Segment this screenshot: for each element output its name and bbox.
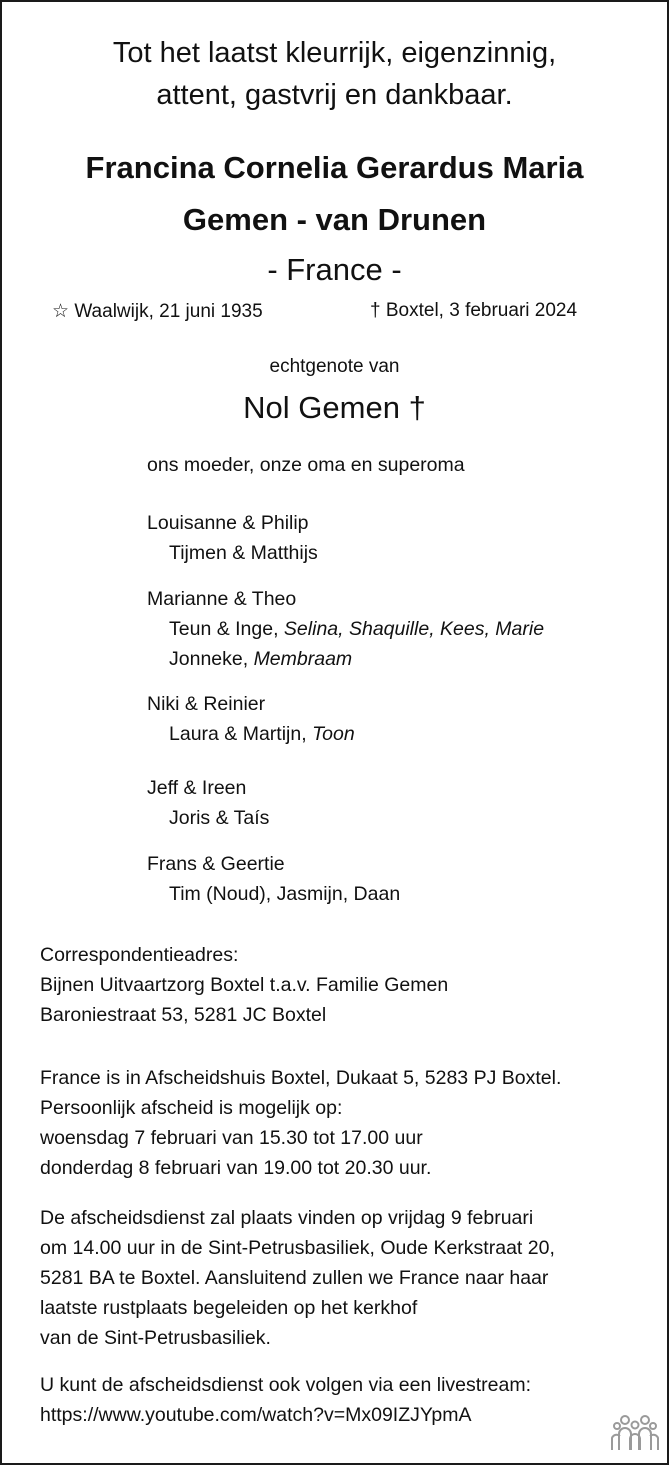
farewell-line-3: donderdag 8 februari van 19.00 tot 20.30 uur.	[40, 1157, 432, 1179]
livestream-line: U kunt de afscheidsdienst ook volgen via een livestream:	[40, 1374, 532, 1396]
birth-text: Waalwijk, 21 juni 1935	[74, 301, 263, 322]
farewell-location: France is in Afscheidshuis Boxtel, Dukaat 5, 5283 PJ Boxtel.	[40, 1067, 562, 1089]
correspondence-label: Correspondentieadres:	[40, 944, 239, 966]
family-children: Jonneke, Membraam	[169, 648, 353, 670]
birth-info	[52, 300, 263, 323]
family-parents: Jeff & Ireen	[147, 777, 247, 799]
livestream-url-link[interactable]: https://www.youtube.com/watch?v=Mx09IZJYpmA	[40, 1404, 472, 1426]
farewell-line-1: Persoonlijk afscheid is mogelijk op:	[40, 1097, 343, 1119]
spouse-name: Nol Gemen †	[243, 390, 426, 425]
farewell-info	[40, 1063, 561, 1183]
family-group	[147, 584, 544, 674]
family-parents: Frans & Geertie	[147, 853, 285, 875]
star-icon: ☆	[52, 301, 70, 322]
spouse-prefix: echtgenote van	[269, 356, 400, 377]
family-group	[147, 849, 400, 909]
family-children: Tijmen & Matthijs	[169, 542, 318, 564]
correspondence-line-2: Baroniestraat 53, 5281 JC Boxtel	[40, 1004, 327, 1026]
family-group	[147, 689, 355, 749]
service-line-2: om 14.00 uur in de Sint-Petrusbasiliek, Oude Kerkstraat 20,	[40, 1237, 555, 1259]
cross-icon: †	[370, 300, 381, 321]
family-parents: Louisanne & Philip	[147, 512, 309, 534]
family-children: Tim (Noud), Jasmijn, Daan	[169, 883, 401, 905]
motto-line-2: attent, gastvrij en dankbaar.	[156, 79, 513, 111]
family-parents: Marianne & Theo	[147, 588, 297, 610]
motto-line-1: Tot het laatst kleurrijk, eigenzinnig,	[112, 37, 557, 69]
deceased-name-line-1: Francina Cornelia Gerardus Maria	[85, 150, 584, 185]
service-line-4: laatste rustplaats begeleiden op het kerkhof	[40, 1297, 418, 1319]
service-line-5: van de Sint-Petrusbasiliek.	[40, 1327, 271, 1349]
deceased-name	[2, 142, 667, 246]
correspondence-line-1: Bijnen Uitvaartzorg Boxtel t.a.v. Familie Gemen	[40, 974, 449, 996]
death-info	[370, 300, 577, 322]
service-info	[40, 1203, 555, 1353]
deceased-nickname: - France -	[267, 252, 402, 287]
livestream-info	[40, 1370, 531, 1430]
service-line-1: De afscheidsdienst zal plaats vinden op vrijdag 9 februari	[40, 1207, 534, 1229]
death-text: Boxtel, 3 februari 2024	[385, 300, 578, 321]
family-children: Teun & Inge, Selina, Shaquille, Kees, Marie	[169, 618, 545, 640]
family-group	[147, 773, 269, 833]
correspondence-address	[40, 940, 448, 1030]
family-children: Joris & Taís	[169, 807, 270, 829]
family-parents: Niki & Reinier	[147, 693, 266, 715]
family-children: Laura & Martijn, Toon	[169, 723, 355, 745]
service-line-3: 5281 BA te Boxtel. Aansluitend zullen we France naar haar	[40, 1267, 549, 1289]
deceased-name-line-2: Gemen - van Drunen	[182, 202, 487, 237]
motto	[2, 32, 667, 116]
family-intro: ons moeder, onze oma en superoma	[147, 454, 465, 476]
farewell-line-2: woensdag 7 februari van 15.30 tot 17.00 uur	[40, 1127, 423, 1149]
people-group-icon	[610, 1412, 660, 1452]
family-group	[147, 508, 318, 568]
